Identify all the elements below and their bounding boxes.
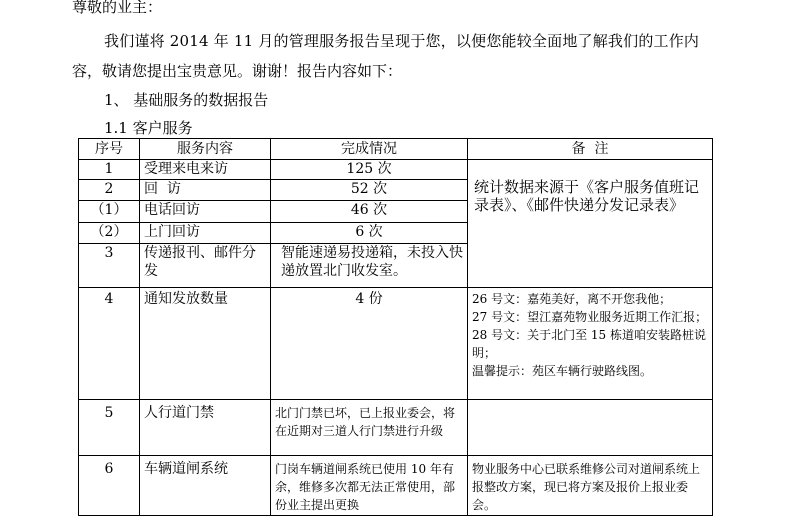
column-header-no: 序号 [79,139,140,160]
table-row [79,456,713,516]
row-status: 4 份 [271,288,468,400]
row-no: 3 [79,244,140,288]
customer-service-table [78,138,713,516]
data-source-note: 统计数据来源于《客户服务值班记录表》、《邮件快递分发记录表》 [468,160,713,288]
row-no: 5 [79,400,140,456]
row-status: 6 次 [271,223,468,244]
row-content: 传递报刊、邮件分发 [140,244,271,288]
row-note [468,400,713,456]
row-no: 6 [79,456,140,516]
notice-item: 温馨提示：苑区车辆行驶路线图。 [472,364,653,378]
row-no: 1 [79,160,140,180]
row-content: 受理来电来访 [140,160,271,180]
table-row [79,400,713,456]
notice-item: 27 号文：望江嘉苑物业服务近期工作汇报； [472,310,708,324]
row-content: 回 访 [140,180,271,201]
row-no: （2） [79,223,140,244]
row-note: 物业服务中心已联系维修公司对道闸系统上报整改方案，现已将方案及报价上报业委会。 [468,456,713,516]
column-header-content: 服务内容 [140,139,271,160]
notice-item: 28 号文：关于北门至 15 栋道咱安装路桩说明； [472,328,706,360]
table-header-row [79,139,713,160]
row-status: 门岗车辆道闸系统已使用 10 年有余，维修多次都无法正常使用，部份业主提出更换 [271,456,468,516]
row-no: （1） [79,201,140,223]
row-content: 上门回访 [140,223,271,244]
column-header-note: 备 注 [468,139,713,160]
table-row [79,288,713,400]
intro-paragraph-line-1: 我们谨将 2014 年 11 月的管理服务报告呈现于您，以便您能较全面地了解我们的工作内 [104,32,700,50]
row-no: 2 [79,180,140,201]
table-row [79,160,713,180]
row-status: 125 次 [271,160,468,180]
row-status: 智能速递易投递箱，未投入快递放置北门收发室。 [271,244,468,288]
row-content: 人行道门禁 [140,400,271,456]
row-status: 北门门禁已坏，已上报业委会，将在近期对三道人行门禁进行升级 [271,400,468,456]
notice-list [468,288,713,400]
salutation: 尊敬的业主： [72,0,163,16]
row-content: 通知发放数量 [140,288,271,400]
notice-item: 26 号文：嘉苑美好，离不开您我他； [472,292,672,306]
row-content: 电话回访 [140,201,271,223]
column-header-status: 完成情况 [271,139,468,160]
section-heading: 1、 基础服务的数据报告 [104,91,269,109]
row-status: 52 次 [271,180,468,201]
row-content: 车辆道闸系统 [140,456,271,516]
row-status: 46 次 [271,201,468,223]
intro-paragraph-line-2: 容，敬请您提出宝贵意见。谢谢！报告内容如下： [72,62,403,80]
subsection-heading: 1.1 客户服务 [104,119,193,137]
row-no: 4 [79,288,140,400]
